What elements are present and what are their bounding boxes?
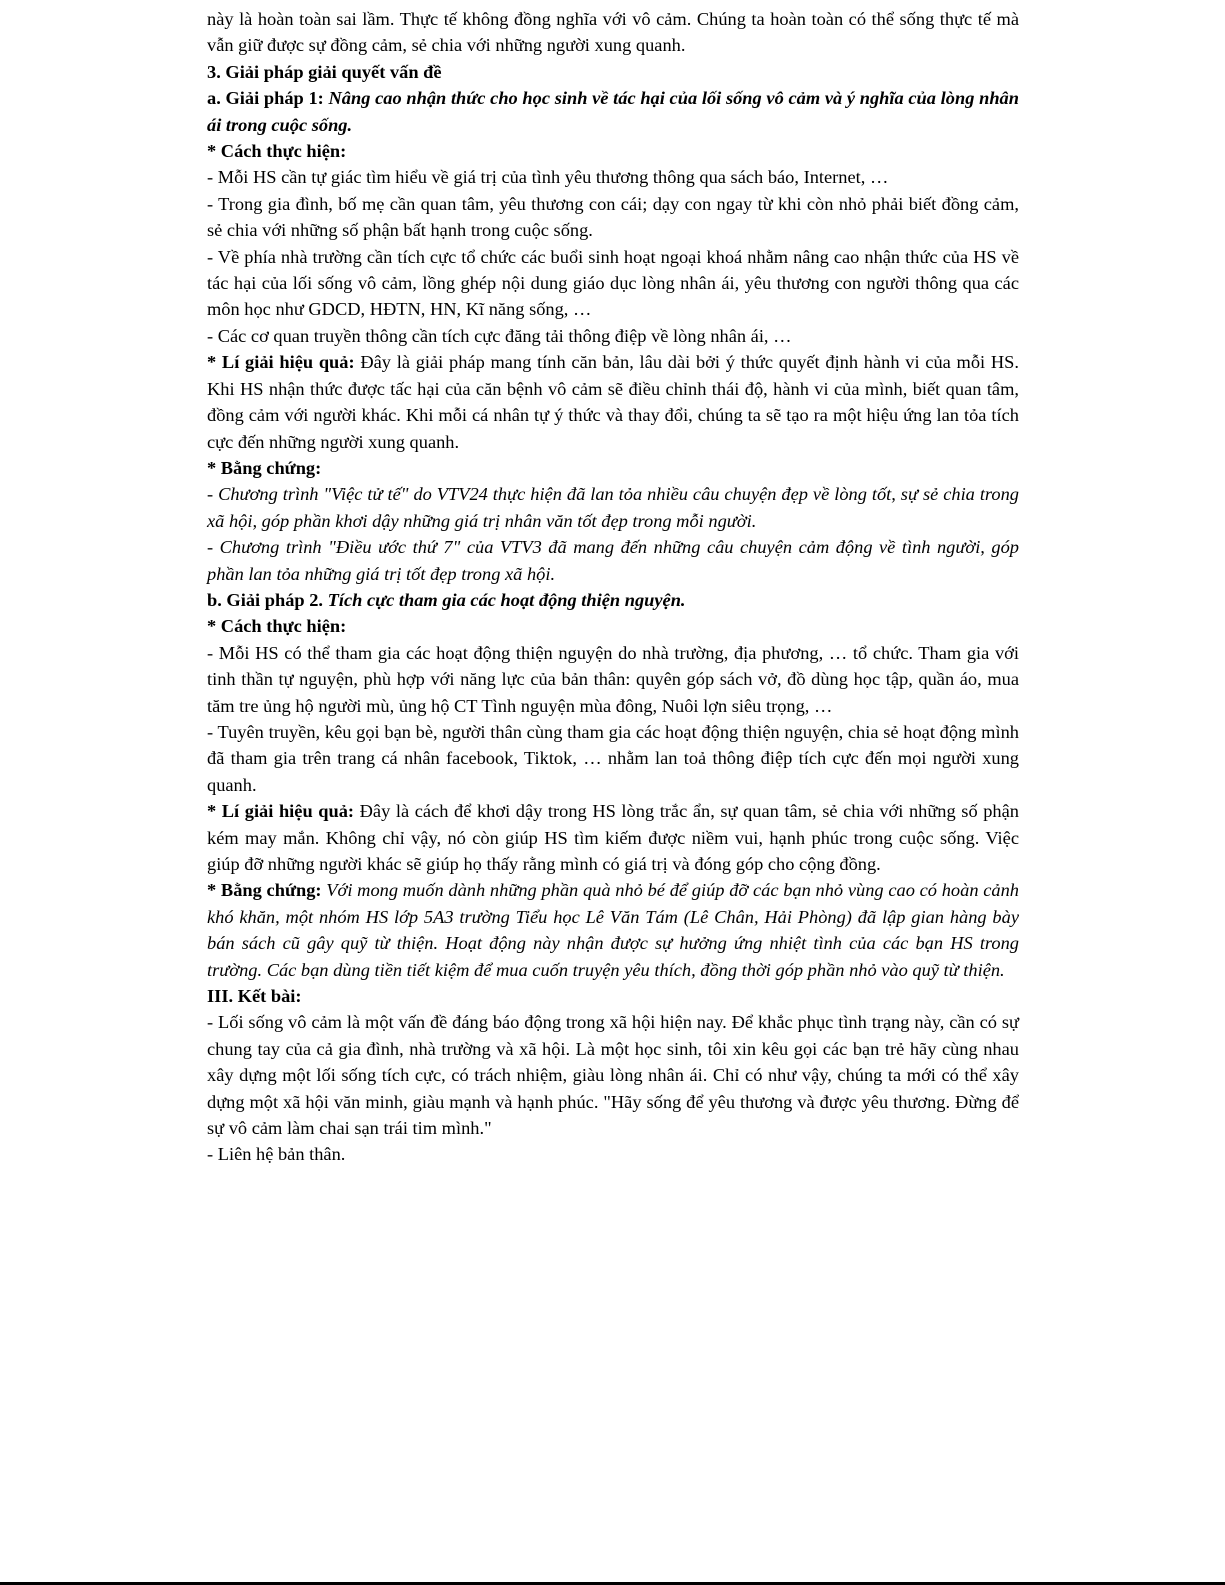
list-item-text: - Các cơ quan truyền thông cần tích cực đăng tải thông điệp về lòng nhân ái, … xyxy=(207,325,792,346)
list-item xyxy=(207,323,1019,349)
effect-paragraph-a xyxy=(207,349,1019,455)
evidence-text: - Chương trình "Điều ước thứ 7" của VTV3 đã mang đến những câu chuyện cảm động về tình người, góp phần lan tỏa những giá trị tốt đẹp trong xã hội. xyxy=(207,537,1019,584)
list-item-text: - Liên hệ bản thân. xyxy=(207,1144,346,1165)
how-label-b xyxy=(207,613,1019,639)
label-text: * Lí giải hiệu quả: xyxy=(207,352,355,373)
list-item-text: - Về phía nhà trường cần tích cực tổ chức các buổi sinh hoạt ngoại khoá nhằm nâng cao nhận thức của HS về tác hại của lối sống vô cảm, lồng ghép nội dung giáo dục lòng nhân ái, yêu thương con người thông qua các môn học như GDCD, HĐTN, HN, Kĩ năng sống, … xyxy=(207,246,1019,320)
paragraph-intro xyxy=(207,6,1019,59)
evidence-paragraph-b xyxy=(207,877,1019,983)
solution-b-heading xyxy=(207,587,1019,613)
list-item-text: - Trong gia đình, bố mẹ cần quan tâm, yêu thương con cái; dạy con ngay từ khi còn nhỏ phải biết đồng cảm, sẻ chia với những số phận bất hạnh trong cuộc sống. xyxy=(207,193,1019,241)
paragraph-text: này là hoàn toàn sai lầm. Thực tế không đồng nghĩa với vô cảm. Chúng ta hoàn toàn có thể sống thực tế mà vẫn giữ được sự đồng cảm, sẻ chia với những người xung quanh. xyxy=(207,9,1019,56)
label-text: * Lí giải hiệu quả: xyxy=(207,801,355,822)
list-item xyxy=(207,244,1019,323)
effect-paragraph-b xyxy=(207,798,1019,877)
paragraph-text: Đây là cách để khơi dậy trong HS lòng trắc ẩn, sự quan tâm, sẻ chia với những số phận kém may mắn. Không chỉ vậy, nó còn giúp HS tìm kiếm được niềm vui, hạnh phúc trong cuộc sống. Việc giúp đỡ những người khác sẽ giúp họ thấy rằng mình có giá trị và đóng góp cho cộng đồng. xyxy=(207,801,1019,874)
list-item xyxy=(207,1009,1019,1141)
label-text: * Cách thực hiện: xyxy=(207,141,347,162)
list-item xyxy=(207,640,1019,719)
list-item-text: - Mỗi HS có thể tham gia các hoạt động thiện nguyện do nhà trường, địa phương, … tổ chức. Tham gia với tinh thần tự nguyện, phù hợp với năng lực của bản thân: quyên góp sách vở, đồ dùng học tập, quần áo, mua tăm tre ủng hộ người mù, ủng hộ CT Tình nguyện mùa đông, Nuôi lợn siêu trọng, … xyxy=(207,642,1019,716)
list-item xyxy=(207,191,1019,244)
evidence-label-a xyxy=(207,455,1019,481)
solution-title: Nâng cao nhận thức cho học sinh về tác hại của lối sống vô cảm và ý nghĩa của lòng nhân ái trong cuộc sống. xyxy=(207,88,1019,135)
solution-label: a. Giải pháp 1: xyxy=(207,88,324,109)
heading-text: 3. Giải pháp giải quyết vấn đề xyxy=(207,61,442,82)
solution-label: b. Giải pháp 2. xyxy=(207,589,324,610)
label-text: * Cách thực hiện: xyxy=(207,616,347,637)
solution-title: Tích cực tham gia các hoạt động thiện nguyện. xyxy=(327,589,686,610)
list-item xyxy=(207,164,1019,190)
document-page xyxy=(207,6,1019,1168)
label-text: * Bằng chứng: xyxy=(207,880,322,901)
paragraph-text: Đây là giải pháp mang tính căn bản, lâu dài bởi ý thức quyết định hành vi của mỗi HS. Khi HS nhận thức được tấc hại của căn bệnh vô cảm sẽ điều chỉnh thái độ, hành vi của mình, biết quan tâm, đồng cảm với người khác. Khi mỗi cá nhân tự ý thức và thay đổi, chúng ta sẽ tạo ra một hiệu ứng lan tỏa tích cực đến những người xung quanh. xyxy=(207,352,1020,452)
list-item xyxy=(207,719,1019,798)
list-item-text: - Tuyên truyền, kêu gọi bạn bè, người thân cùng tham gia các hoạt động thiện nguyện, chia sẻ hoạt động mình đã tham gia trên trang cá nhân facebook, Tiktok, … nhằm lan toả thông điệp tích cực đến mọi người xung quanh. xyxy=(207,721,1019,795)
list-item-text: - Lối sống vô cảm là một vấn đề đáng báo động trong xã hội hiện nay. Để khắc phục tình trạng này, cần có sự chung tay của cả gia đình, nhà trường và xã hội. Là một học sinh, tôi xin kêu gọi các bạn trẻ hãy cùng nhau xây dựng một lối sống tích cực, có trách nhiệm, giàu lòng nhân ái. Chỉ có như vậy, chúng ta mới có thể xây dựng một xã hội văn minh, giàu mạnh và hạnh phúc. "Hãy sống để yêu thương và được yêu thương. Đừng để sự vô cảm làm chai sạn trái tim mình." xyxy=(207,1012,1019,1139)
solution-a-heading xyxy=(207,85,1019,138)
section-heading-solutions xyxy=(207,59,1019,85)
label-text: * Bằng chứng: xyxy=(207,457,322,478)
how-label-a xyxy=(207,138,1019,164)
evidence-item xyxy=(207,481,1019,534)
evidence-item xyxy=(207,534,1019,587)
list-item xyxy=(207,1141,1019,1167)
list-item-text: - Mỗi HS cần tự giác tìm hiểu về giá trị của tình yêu thương thông qua sách báo, Internet, … xyxy=(207,167,889,188)
evidence-text: Với mong muốn dành những phần quà nhỏ bé để giúp đỡ các bạn nhỏ vùng cao có hoàn cảnh khó khăn, một nhóm HS lớp 5A3 trường Tiểu học Lê Văn Tám (Lê Chân, Hải Phòng) đã lập gian hàng bày bán sách cũ gây quỹ từ thiện. Hoạt động này nhận được sự hưởng ứng nhiệt tình của các bạn HS trong trường. Các bạn dùng tiền tiết kiệm để mua cuốn truyện yêu thích, đồng thời góp phần nhỏ vào quỹ từ thiện. xyxy=(207,880,1019,980)
section-heading-conclusion xyxy=(207,983,1019,1009)
evidence-text: - Chương trình "Việc tử tế" do VTV24 thực hiện đã lan tỏa nhiều câu chuyện đẹp về lòng tốt, sự sẻ chia trong xã hội, góp phần khơi dậy những giá trị nhân văn tốt đẹp trong mỗi người. xyxy=(207,484,1019,531)
heading-text: III. Kết bài: xyxy=(207,986,302,1007)
